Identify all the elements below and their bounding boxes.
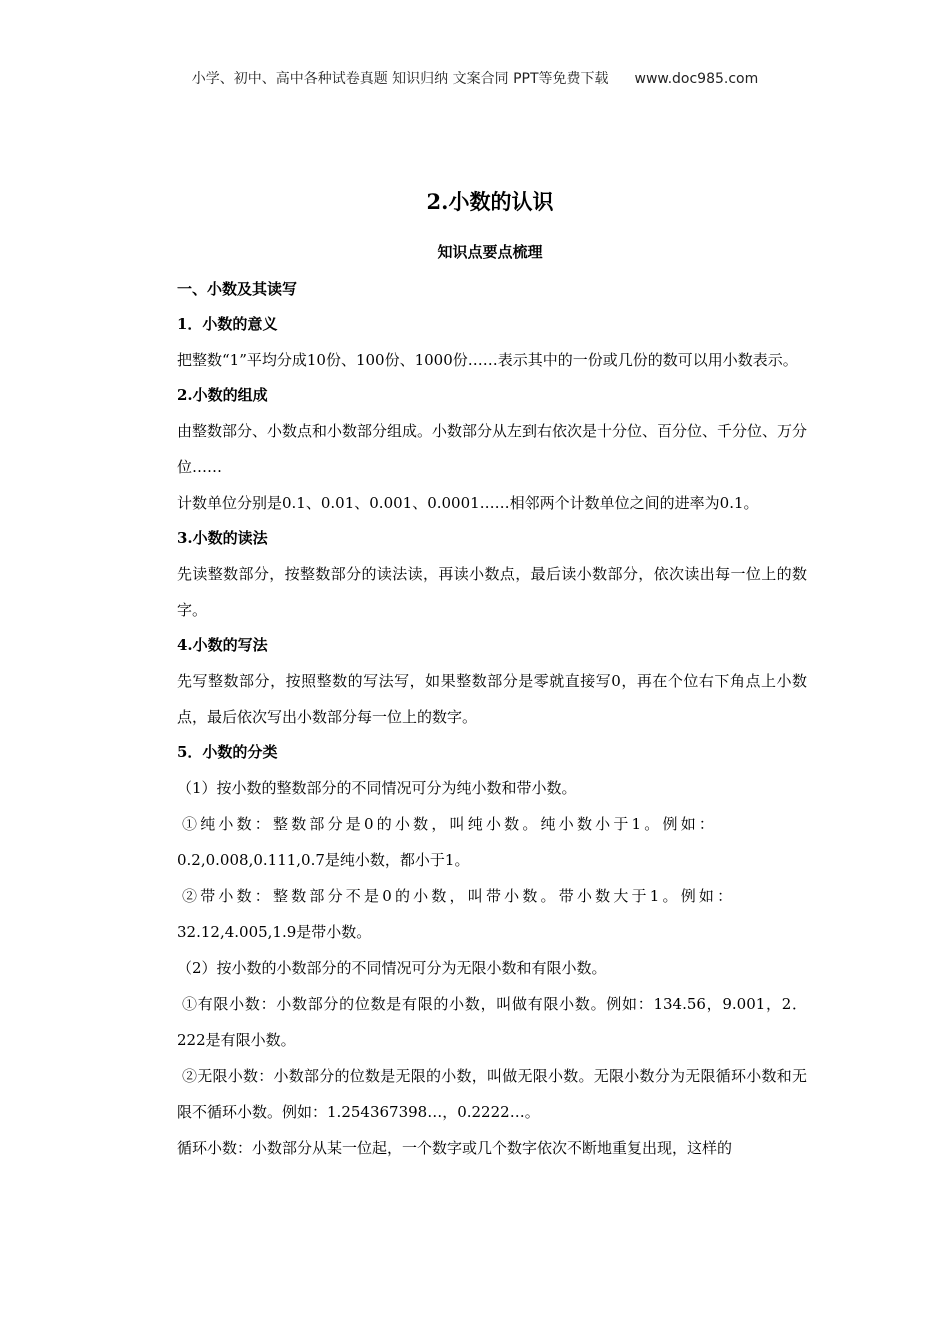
page-title: 2.小数的认识 — [426, 189, 554, 214]
s5-class2a: ①有限小数：小数部分的位数是有限的小数，叫做有限小数。例如：134.56，9.001，2．222是有限小数。 — [177, 995, 807, 1049]
s4-text: 先写整数部分，按照整数的写法写，如果整数部分是零就直接写0，再在个位右下角点上小数点，最后依次写出小数部分每一位上的数字。 — [177, 672, 807, 726]
section-heading: 一、小数及其读写 — [177, 280, 298, 298]
page-subtitle: 知识点要点梳理 — [437, 243, 543, 261]
s5-class1b-line1: ②带小数：整数部分不是0的小数，叫带小数。带小数大于1。例如： — [182, 887, 736, 905]
s1-heading: 1．小数的意义 — [177, 315, 278, 333]
s4-heading: 4.小数的写法 — [177, 636, 268, 654]
s2-text1: 由整数部分、小数点和小数部分组成。小数部分从左到右依次是十分位、百分位、千分位、万分位…… — [177, 422, 808, 476]
s5-class1: （1）按小数的整数部分的不同情况可分为纯小数和带小数。 — [177, 779, 577, 797]
s5-class3: 循环小数：小数部分从某一位起，一个数字或几个数字依次不断地重复出现，这样的 — [177, 1139, 733, 1157]
s5-class1a-line2: 0.2,0.008,0.111,0.7是纯小数，都小于1。 — [177, 851, 470, 869]
s5-class1a-line1: ①纯小数：整数部分是0的小数，叫纯小数。纯小数小于1。例如： — [182, 815, 718, 833]
s1-text: 把整数“1”平均分成10份、100份、1000份……表示其中的一份或几份的数可以用小数表示。 — [177, 351, 798, 369]
s5-class1b-line2: 32.12,4.005,1.9是带小数。 — [177, 923, 372, 941]
page-header — [0, 68, 950, 88]
s5-class2b: ②无限小数：小数部分的位数是无限的小数，叫做无限小数。无限小数分为无限循环小数和无限不循环小数。例如：1.254367398…，0.2222…。 — [177, 1067, 807, 1121]
header-url[interactable]: www.doc985.com — [634, 71, 759, 87]
header-text: 小学、初中、高中各种试卷真题 知识归纳 文案合同 PPT等免费下载 — [191, 71, 609, 87]
s5-heading: 5．小数的分类 — [177, 743, 278, 761]
s5-class2: （2）按小数的小数部分的不同情况可分为无限小数和有限小数。 — [177, 959, 607, 977]
s3-heading: 3.小数的读法 — [177, 529, 268, 547]
s3-text: 先读整数部分，按整数部分的读法读，再读小数点，最后读小数部分，依次读出每一位上的数字。 — [177, 565, 807, 619]
s2-text2: 计数单位分别是0.1、0.01、0.001、0.0001……相邻两个计数单位之间的进率为0.1。 — [177, 494, 759, 512]
s2-heading: 2.小数的组成 — [177, 386, 268, 404]
document-body — [177, 272, 807, 1166]
